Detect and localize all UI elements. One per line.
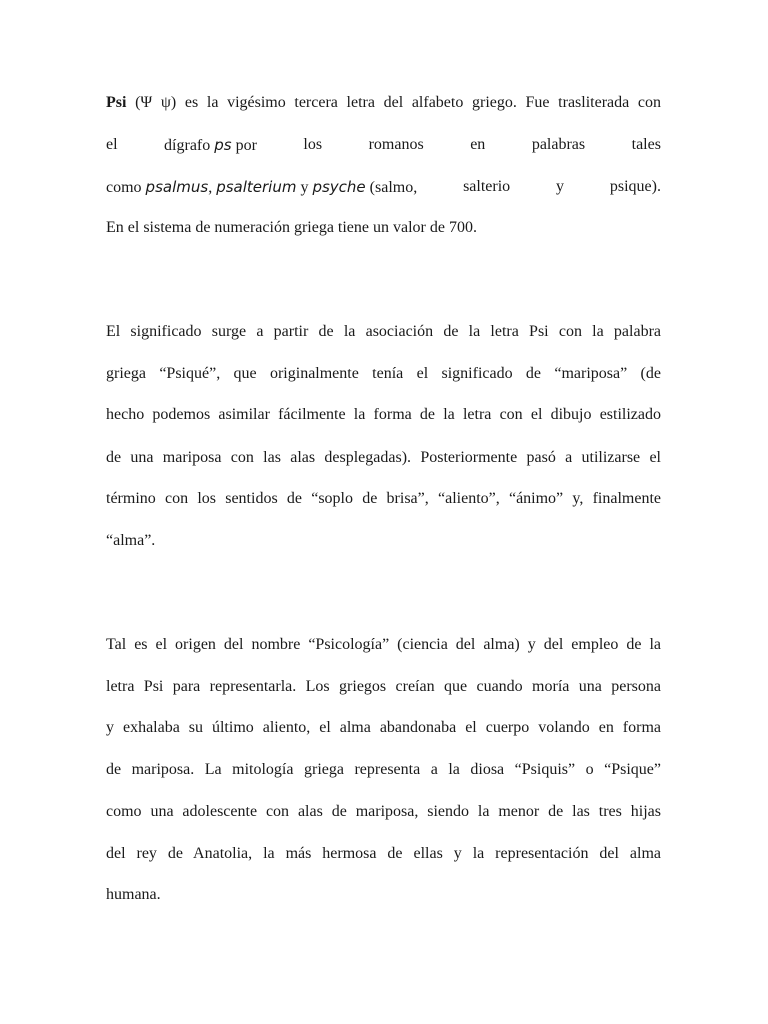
p3-line-4-text: de mariposa. La mitología griega representa a la diosa “Psiquis” o “Psique”: [106, 761, 661, 778]
p2-line-4-text: de una mariposa con las alas desplegadas). Posteriormente pasó a utilizarse el: [106, 449, 661, 466]
p1-por-text: por: [231, 137, 257, 154]
p2-line-5-text: término con los sentidos de “soplo de brisa”, “aliento”, “ánimo” y, finalmente: [106, 490, 661, 507]
p2-line-3: [106, 405, 661, 425]
p3-line-2: [106, 677, 661, 697]
psi-term: Psi: [106, 94, 127, 111]
p2-line-6: “alma”.: [106, 532, 156, 549]
p1-line-2: [106, 135, 661, 156]
p2-line-3-text: hecho podemos asimilar fácilmente la forma de la letra con el dibujo estilizado: [106, 406, 661, 423]
p1-line-2-word: los: [303, 136, 323, 153]
p1-line-3-word: salterio: [463, 178, 511, 195]
p2-line-4: [106, 448, 661, 468]
p3-line-3: [106, 718, 661, 738]
p1-line-3: [106, 177, 661, 198]
p1-y-text: y: [296, 179, 313, 196]
p2-line-1: [106, 322, 661, 342]
p3-line-1: [106, 635, 661, 655]
p3-line-3-text: y exhalaba su último aliento, el alma abandonaba el cuerpo volando en forma: [106, 719, 661, 736]
p3-line-5-text: como una adolescente con alas de mariposa, siendo la menor de las tres hijas: [106, 803, 661, 820]
p1-line-2-word: romanos: [368, 136, 424, 153]
p1-line-2-word: palabras: [531, 136, 586, 153]
p3-line-1-text: Tal es el origen del nombre “Psicología” (ciencia del alma) y del empleo de la: [106, 636, 661, 653]
p3-line-6-text: del rey de Anatolia, la más hermosa de ellas y la representación del alma: [106, 845, 661, 862]
p2-line-2-text: griega “Psiqué”, que originalmente tenía el significado de “mariposa” (de: [106, 365, 661, 382]
p1-line-1-text: [106, 93, 661, 113]
p2-line-1-text: El significado surge a partir de la asociación de la letra Psi con la palabra: [106, 323, 661, 340]
p1-digrafo-text: dígrafo: [164, 137, 215, 154]
p1-como-text: como: [106, 179, 146, 196]
p3-line-5: [106, 802, 661, 822]
p1-line-2-word: tales: [631, 136, 661, 153]
p3-line-2-text: letra Psi para representarla. Los griegos creían que cuando moría una persona: [106, 678, 661, 695]
p1-line-2-word: en: [470, 136, 486, 153]
psalterium-term: psalterium: [216, 178, 297, 196]
p2-line-2: [106, 364, 661, 384]
p1-comma: ,: [208, 179, 217, 196]
p1-line-2-word: el: [106, 136, 118, 153]
ps-term: ps: [214, 136, 232, 154]
p1-line-3-word: psique).: [609, 178, 661, 195]
p1-line-1-rest: (Ψ ψ) es la vigésimo tercera letra del alfabeto griego. Fue trasliterada con: [126, 94, 661, 111]
psalmus-term: psalmus: [145, 178, 209, 196]
psyche-term: psyche: [312, 178, 366, 196]
p1-line-2-word-digrafo: [164, 135, 257, 156]
p1-salmo-text: (salmo,: [365, 179, 418, 196]
p3-line-4: [106, 760, 661, 780]
p3-line-6: [106, 844, 661, 864]
p1-line-3-word: y: [556, 178, 565, 195]
p1-line-1: [106, 93, 661, 113]
p1-line-4: En el sistema de numeración griega tiene un valor de 700.: [106, 219, 477, 236]
p3-line-7: humana.: [106, 886, 161, 903]
p1-line-3-examples: [106, 177, 417, 198]
p2-line-5: [106, 489, 661, 509]
